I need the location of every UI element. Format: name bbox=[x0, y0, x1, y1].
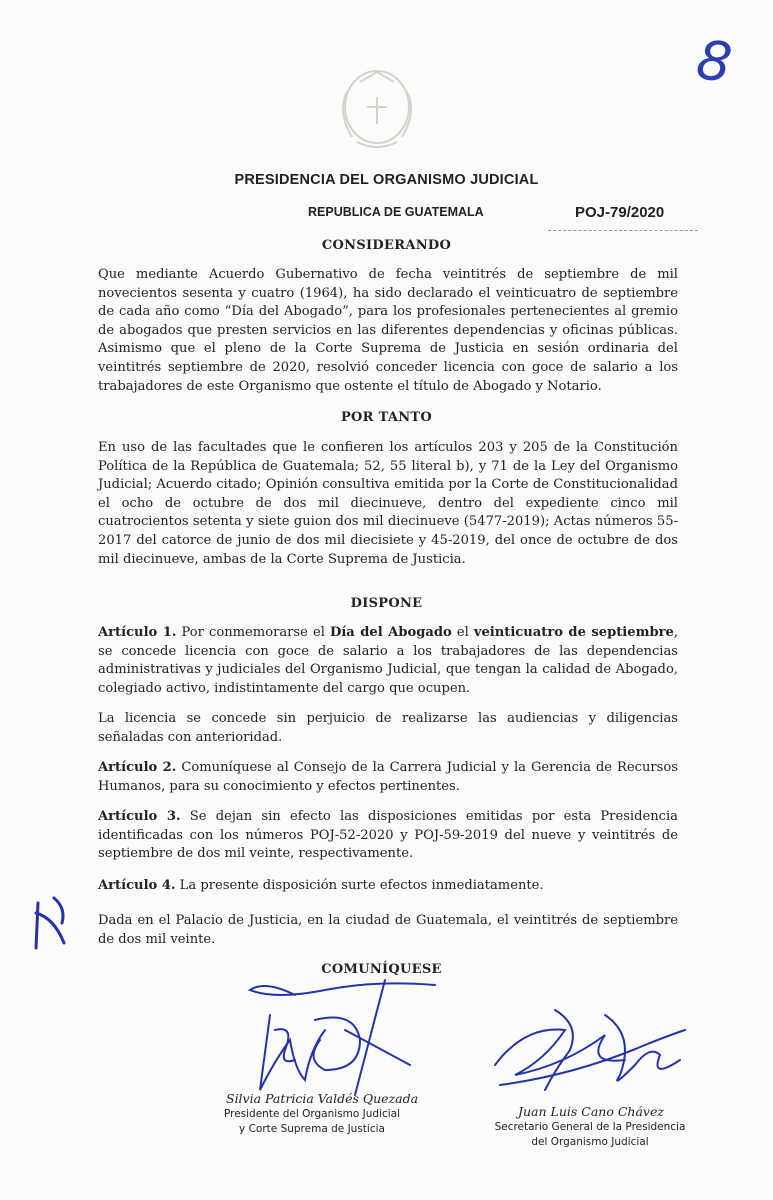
licencia-paragraph: La licencia se concede sin perjuicio de realizarse las audiencias y diligencias señaladas con anterioridad. bbox=[98, 711, 678, 745]
signature-2-scribble-icon bbox=[485, 1005, 695, 1100]
signatory-1-name: Silvia Patricia Valdés Quezada bbox=[226, 1091, 419, 1106]
articulo-3-text: Se dejan sin efecto las disposiciones emitidas por esta Presidencia identificadas con los números POJ-52-2020 y POJ-59-2019 del nueve y veintitrés de septiembre de dos mil veinte, respectivamente. bbox=[98, 809, 678, 862]
signatory-1-role-line-1: Presidente del Organismo Judicial bbox=[223, 1108, 401, 1120]
signature-1-scribble-icon bbox=[235, 960, 455, 1110]
coat-of-arms-seal-icon bbox=[322, 52, 432, 162]
articulo-2-label: Artículo 2. bbox=[98, 760, 177, 775]
comuniquese-heading: COMUNÍQUESE bbox=[321, 962, 442, 977]
articulo-2 bbox=[98, 759, 678, 796]
dada-paragraph: Dada en el Palacio de Justicia, en la ciudad de Guatemala, el veintitrés de septiembre de dos mil veinte. bbox=[98, 913, 678, 947]
por-tanto-text: En uso de las facultades que le confieren los artículos 203 y 205 de la Constitución Política de la República de Guatemala; 52, 55 literal b), y 71 de la Ley del Organismo Judicial; Acuerdo citado; Opinión consultiva emitida por la Corte de Constitucionalidad el ocho de octubre de dos mil diecinueve, dentro del expediente cinco mil cuatrocientos setenta y siete guion dos mil diecinueve (5477-2019); Actas números 55-2017 del catorce de junio de dos mil diecisiete y 45-2019, del once de octubre de dos mil diecinueve, ambas de la Corte Suprema de Justicia. bbox=[98, 440, 678, 567]
articulo-4-text: La presente disposición surte efectos inmediatamente. bbox=[175, 878, 544, 893]
articulo-1-text-c: el bbox=[451, 625, 474, 640]
por-tanto-heading: POR TANTO bbox=[340, 410, 433, 425]
articulo-1-label: Artículo 1. bbox=[98, 625, 177, 640]
document-title: PRESIDENCIA DEL ORGANISMO JUDICIAL bbox=[234, 172, 539, 188]
signatory-2-name: Juan Luis Cano Chávez bbox=[518, 1104, 664, 1119]
articulo-2-text: Comuníquese al Consejo de la Carrera Judicial y la Gerencia de Recursos Humanos, para su conocimiento y efectos pertinentes. bbox=[98, 760, 679, 794]
document-number: POJ-79/2020 bbox=[575, 204, 665, 221]
signatory-1-role-line-2: y Corte Suprema de Justicia bbox=[239, 1123, 385, 1135]
document-subtitle: REPUBLICA DE GUATEMALA bbox=[308, 205, 484, 219]
handwritten-page-number: 8 bbox=[692, 27, 736, 96]
articulo-3 bbox=[98, 808, 678, 864]
articulo-1-text-a: Por conmemorarse el bbox=[176, 625, 330, 640]
articulo-4-label: Artículo 4. bbox=[98, 878, 176, 893]
articulo-4 bbox=[98, 877, 678, 896]
margin-initial-mark-icon bbox=[24, 893, 74, 953]
considerando-text: Que mediante Acuerdo Gubernativo de fecha veintitrés de septiembre de mil novecientos sesenta y cuatro (1964), ha sido declarado el veinticuatro de septiembre de cada año como “Día del Abogado”, para los profesionales pertenecientes al gremio de abogados que presten servicios en las diferentes dependencias y oficinas públicas. Asimismo que el pleno de la Corte Suprema de Justicia en sesión ordinaria del veintitrés septiembre de 2020, resolvió conceder licencia con goce de salario a los trabajadores de este Organismo que ostente el título de Abogado y Notario. bbox=[98, 267, 678, 394]
articulo-1-bold-dia: Día del Abogado bbox=[329, 625, 452, 640]
signatory-2-role-line-2: del Organismo Judicial bbox=[531, 1136, 649, 1148]
considerando-heading: CONSIDERANDO bbox=[321, 238, 452, 253]
articulo-3-label: Artículo 3. bbox=[98, 809, 181, 824]
articulo-1 bbox=[98, 624, 678, 698]
articulo-1-text-e: , se concede licencia con goce de salario a los trabajadores de las dependencias administrativas y judiciales del Organismo Judicial, que tengan la calidad de Abogado, colegiado activo, indistintamente del cargo que ocupen. bbox=[98, 625, 678, 696]
signatory-2-role-line-1: Secretario General de la Presidencia bbox=[494, 1121, 686, 1133]
articulo-1-bold-fecha: veinticuatro de septiembre bbox=[473, 625, 674, 640]
document-number-underline bbox=[548, 230, 698, 231]
dispone-heading: DISPONE bbox=[350, 596, 423, 611]
